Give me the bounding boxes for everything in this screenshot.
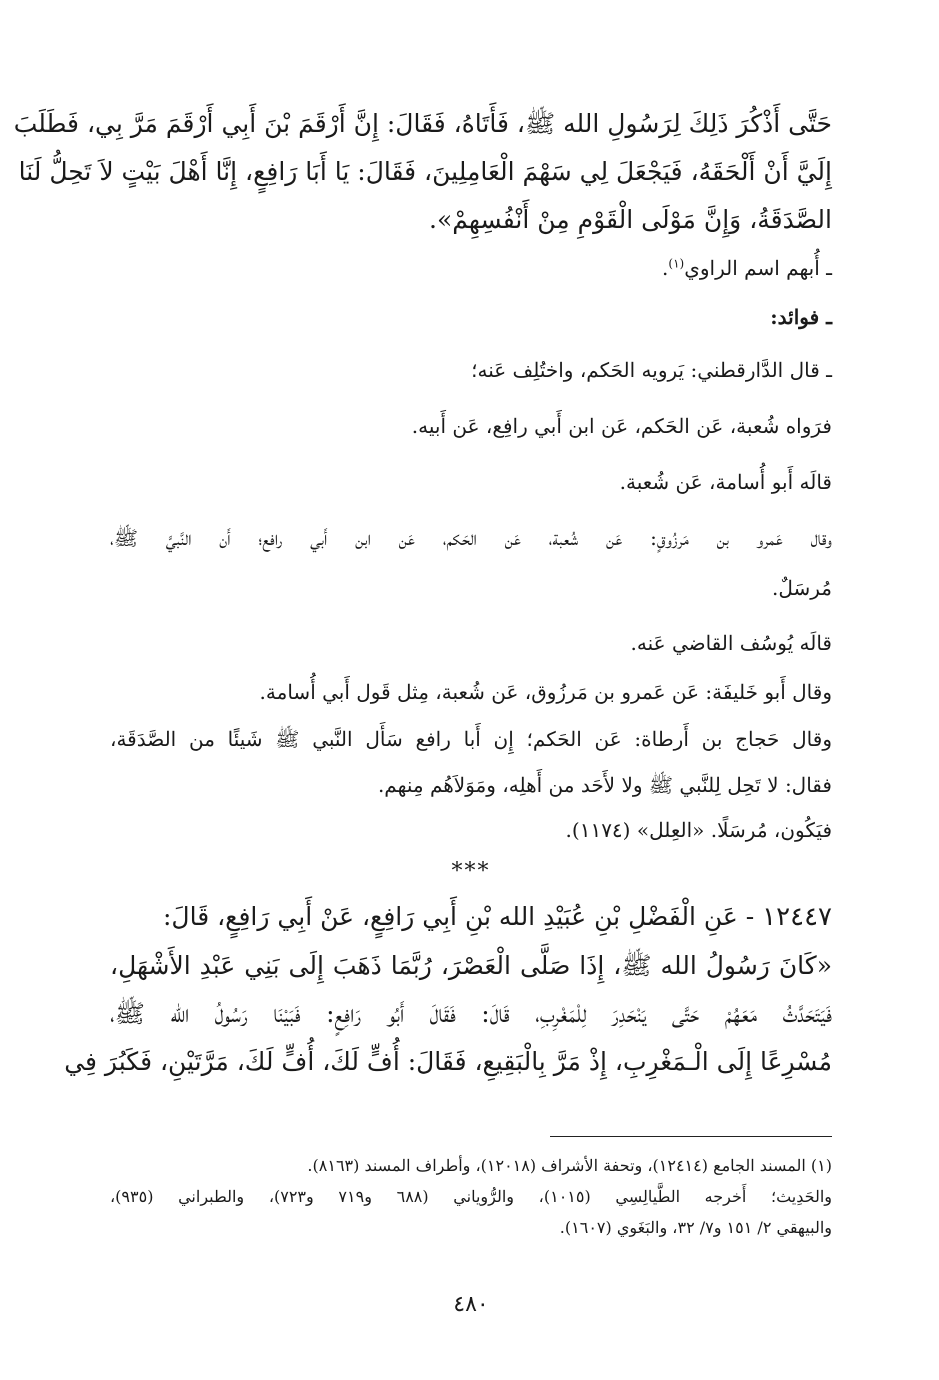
commentary-line-9: فقال: لا تَحِل لِلنَّبي ﷺ ولا لأَحَد من أَهلِه، ومَوَلاَهُم مِنهم. (377, 773, 832, 797)
commentary-line-8: وقال حَجاج بن أَرطاة: عَن الحَكم؛ إِن أَبا رافع سَأَل النَّبي ﷺ شَيئًا من الصَّدَقَة، (110, 727, 832, 751)
hadith-line-1: حَتَّى أَذْكُرَ ذَلِكَ لِرَسُولِ الله ﷺ، فَأَتَاهُ، فَقَالَ: إِنَّ أَرْقَمَ بْنَ أَبِي أَرْقَمَ مَرَّ بِي، فَطَلَبَ (13, 109, 832, 138)
book-page (13, 100, 833, 1370)
section-separator: *** (451, 859, 491, 884)
next-hadith-line-3: فَيَتَحَدَّثُ مَعَهُمْ حَتَّى يَنْحَدِرَ لِلْمَغْرِبِ، قَالَ: فَقَالَ أَبُو رَافِعٍ: فَبَيْنَا رَسُولُ الله ﷺ، (110, 999, 832, 1028)
footnote-line-2: والحَدِيث؛ أَخرجه الطَّيالِسِي (١٠١٥)، والرُّوياني (٦٨٨ و٧١٩ و٧٢٣)، والطبراني (٩٣٥)، (110, 1187, 833, 1206)
next-hadith-line-4: مُسْرِعًا إِلَى الْـمَغْرِبِ، إِذْ مَرَّ بِالْبَقِيعِ، فَقَالَ: أُفٍّ لَكَ، أُفٍّ لَكَ، مَرَّتَيْنِ، فَكَبُرَ فِي (64, 1047, 832, 1076)
hadith-line-2: إِلَيَّ أَنْ أَلْحَقَهُ، فَيَجْعَلَ لِي سَهْمَ الْعَامِلِينَ، فَقَالَ: يَا أَبَا رَافِعٍ، إِنَّا أَهْلَ بَيْتٍ لاَ تَحِلُّ لَنَا (18, 157, 832, 186)
main-text (13, 100, 832, 1086)
next-hadith-line-2: «كَانَ رَسُولُ الله ﷺ، إِذَا صَلَّى الْعَصْرَ، رُبَّمَا ذَهَبَ إِلَى بَنِي عَبْدِ الأَشْهَلِ، (110, 951, 832, 980)
hadith-number: ١٢٤٤٧ (762, 902, 832, 932)
commentary-line-5: مُرسَلٌ. (771, 576, 832, 600)
commentary-line-3: قالَه أَبو أُسامة، عَن شُعبة. (619, 470, 832, 494)
commentary-line-1: ـ قال الدَّارقطني: يَرويه الحَكم، واختُلِف عَنه؛ (471, 358, 832, 382)
narrator-note-text: ـ أُبهم اسم الراوي (684, 256, 832, 280)
footnote-ref-1: (١) (668, 256, 685, 271)
footnote-line-3: والبيهقي ٢/ ١٥١ و٧/ ٣٢، والبَغَوي (١٦٠٧). (559, 1218, 832, 1237)
commentary-line-7: وقال أَبو خَليفَة: عَن عَمرو بن مَرزُوق، عَن شُعبة، مِثل قَول أَبي أُسامة. (259, 680, 832, 704)
commentary-line-2: فرَواه شُعبة، عَن الحَكم، عَن ابن أَبي رافِع، عَن أَبيه. (411, 414, 832, 438)
page-number: ٤٨٠ (453, 1292, 489, 1317)
hadith-number-dash: - (745, 902, 755, 931)
fawaid-heading: ـ فوائد: (770, 305, 832, 329)
footnotes (110, 1150, 832, 1243)
hadith-line-3: الصَّدَقَةُ، وَإِنَّ مَوْلَى الْقَوْمِ مِنْ أَنْفُسِهِمْ». (429, 205, 832, 234)
narrator-note (110, 244, 832, 292)
next-hadith-line-1 (110, 892, 832, 942)
footnote-1: (١) المسند الجامع (١٢٤١٤)، وتحفة الأشراف (١٢٠١٨)، وأطراف المسند (٨١٦٣). (307, 1156, 832, 1175)
commentary-line-10: فيَكُون، مُرسَلًا. «العِلل» (١١٧٤). (565, 818, 832, 842)
hadith-chain: عَنِ الْفَضْلِ بْنِ عُبَيْدِ الله بْنِ أَبِي رَافِعٍ، عَنْ أَبِي رَافِعٍ، قَالَ: (163, 902, 738, 931)
footnote-divider (550, 1136, 832, 1137)
narrator-note-end: . (662, 256, 669, 280)
commentary-line-4: وقال عَمرو بن مَرزُوقٍ: عَن شُعبة، عَن الحَكم، عَن ابن أَبي رافع؛ أَن النَّبيَّ ﷺ، (110, 526, 832, 550)
commentary-line-6: قالَه يُوسُف القاضي عَنه. (630, 631, 832, 655)
